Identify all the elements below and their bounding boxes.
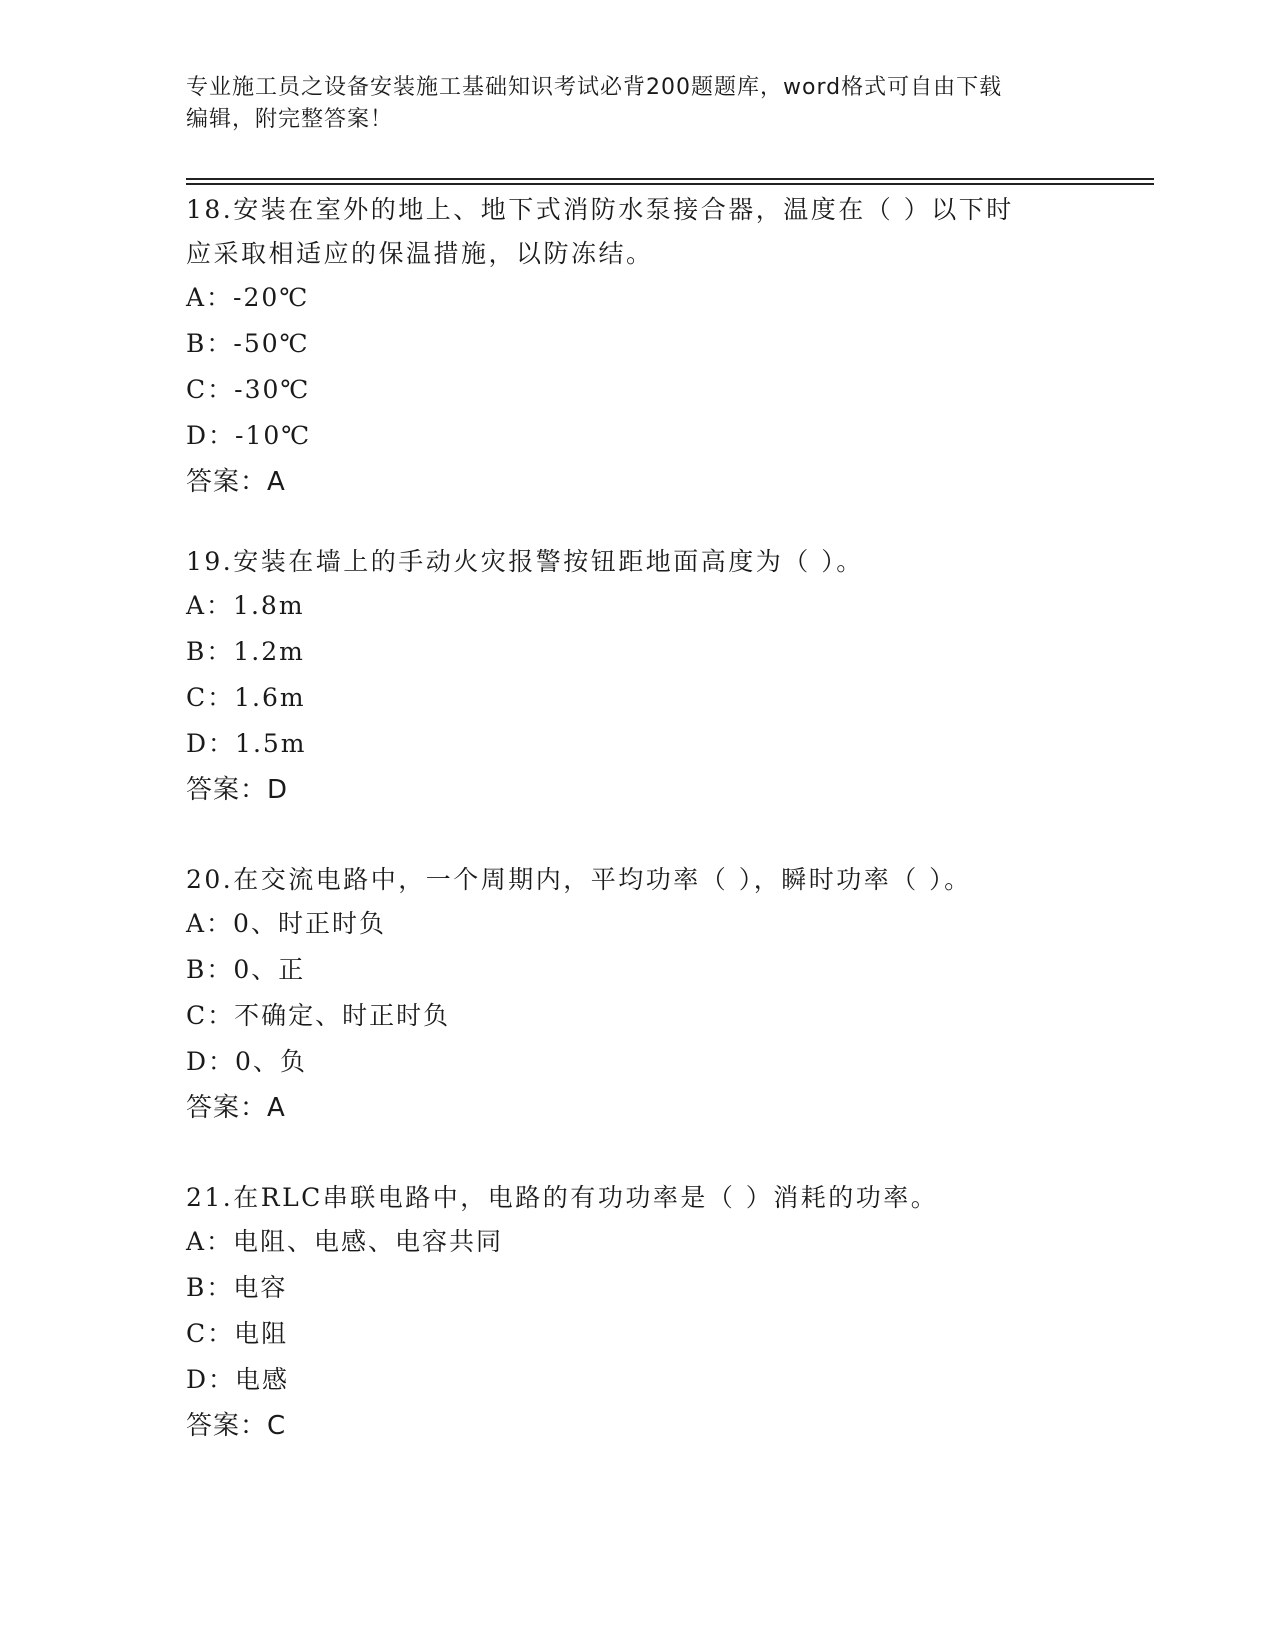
question-stem-line: 19.安装在墙上的手动火灾报警按钮距地面高度为（ ）。 bbox=[186, 547, 864, 576]
option-b: B：1.2m bbox=[186, 637, 305, 666]
option-c: C：-30℃ bbox=[186, 375, 311, 404]
question-stem-line: 20.在交流电路中，一个周期内，平均功率（ ），瞬时功率（ ）。 bbox=[186, 865, 972, 894]
option-b: B：电容 bbox=[186, 1273, 288, 1302]
header-line-1: 专业施工员之设备安装施工基础知识考试必背200题题库，word格式可自由下载 bbox=[186, 75, 1003, 100]
header-line-2: 编辑，附完整答案！ bbox=[186, 107, 394, 132]
option-c: C：不确定、时正时负 bbox=[186, 1001, 451, 1030]
option-d: D：1.5m bbox=[186, 729, 307, 758]
question-20 bbox=[186, 858, 1086, 1130]
header-divider-top bbox=[186, 178, 1154, 180]
option-a: A：1.8m bbox=[186, 591, 305, 620]
option-a: A：-20℃ bbox=[186, 283, 310, 312]
option-c: C：电阻 bbox=[186, 1319, 289, 1348]
option-a: A：电阻、电感、电容共同 bbox=[186, 1227, 504, 1256]
answer: 答案：A bbox=[186, 467, 286, 497]
option-d: D：-10℃ bbox=[186, 421, 312, 450]
question-18 bbox=[186, 188, 1086, 504]
question-stem-line: 18.安装在室外的地上、地下式消防水泵接合器，温度在（ ）以下时 bbox=[186, 195, 1014, 224]
answer: 答案：D bbox=[186, 775, 289, 805]
answer: 答案：A bbox=[186, 1093, 286, 1123]
question-21 bbox=[186, 1176, 1086, 1448]
option-a: A：0、时正时负 bbox=[186, 909, 386, 938]
option-b: B：0、正 bbox=[186, 955, 306, 984]
question-stem-line: 应采取相适应的保温措施，以防冻结。 bbox=[186, 239, 654, 268]
option-d: D：电感 bbox=[186, 1365, 290, 1394]
option-c: C：1.6m bbox=[186, 683, 306, 712]
answer: 答案：C bbox=[186, 1411, 287, 1441]
document-header bbox=[186, 72, 1066, 136]
question-stem-line: 21.在RLC串联电路中，电路的有功功率是（ ）消耗的功率。 bbox=[186, 1183, 939, 1212]
header-divider-bottom bbox=[186, 183, 1154, 185]
question-19 bbox=[186, 540, 1086, 812]
option-d: D：0、负 bbox=[186, 1047, 307, 1076]
option-b: B：-50℃ bbox=[186, 329, 310, 358]
